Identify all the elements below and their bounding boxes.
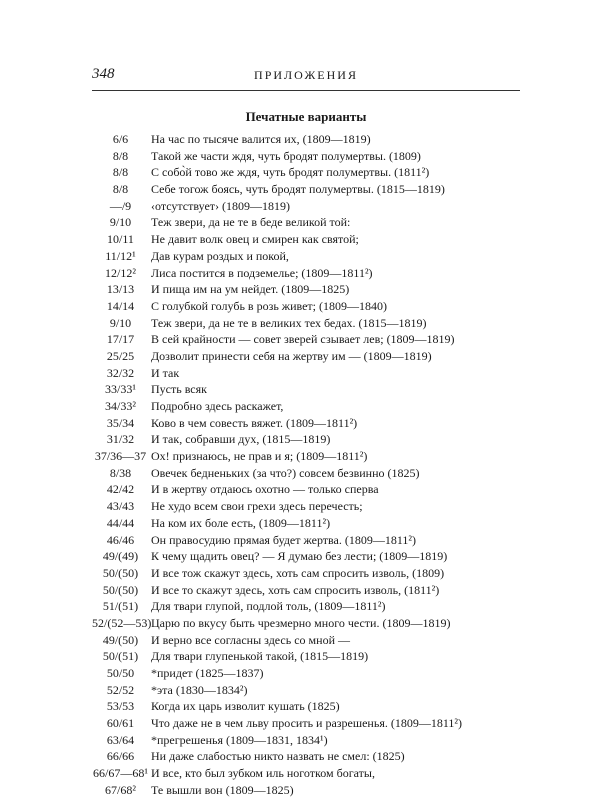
variant-row — [92, 532, 532, 549]
variant-row — [92, 131, 532, 148]
line-reference: 10/11 — [107, 232, 134, 247]
line-reference: 49/(49) — [102, 549, 139, 564]
variant-row — [92, 198, 532, 215]
variant-text: Не худо всем свои грехи здесь перечесть; — [151, 499, 363, 514]
variant-row — [92, 648, 532, 665]
line-reference: 34/33² — [105, 399, 136, 413]
variant-row — [92, 698, 532, 715]
line-reference: 49/(50) — [102, 632, 139, 647]
variant-row — [92, 164, 532, 181]
line-reference: 8/8 — [112, 182, 129, 197]
variant-text: *прегрешенья (1809—1831, 1834¹) — [151, 732, 328, 747]
variant-row — [92, 181, 532, 198]
variant-row — [92, 498, 532, 515]
variant-row — [92, 448, 532, 465]
page-header — [92, 64, 520, 88]
variant-text: И в жертву отдаюсь охотно — только сперва — [151, 482, 379, 497]
variant-text: И пища им на ум нейдет. (1809—1825) — [151, 282, 350, 297]
running-title: ПРИЛОЖЕНИЯ — [254, 68, 358, 82]
variant-text: Царю по вкусу быть чрезмерно много чести. (1809—1819) — [151, 615, 451, 630]
line-reference: 13/13 — [106, 282, 135, 297]
variant-row — [92, 548, 532, 565]
variant-row — [92, 732, 532, 749]
variant-text: Пусть всяк — [151, 382, 207, 397]
variant-text: Для твари глупенькой такой, (1815—1819) — [151, 649, 369, 664]
line-reference: 63/64 — [106, 732, 135, 747]
line-reference: 66/67—68¹ — [93, 766, 148, 781]
variant-text: Не давит волк овец и смирен как святой; — [151, 232, 359, 247]
variant-row — [92, 231, 532, 248]
variant-row — [92, 665, 532, 682]
variant-row — [92, 298, 532, 315]
line-reference: 52/52 — [106, 682, 135, 697]
variant-row — [92, 148, 532, 165]
variant-row — [92, 765, 532, 782]
line-reference: 50/(50) — [102, 565, 139, 580]
variant-text: Подробно здесь раскажет, — [151, 399, 284, 413]
line-reference: 6/6 — [112, 132, 129, 146]
variant-row — [92, 331, 532, 348]
variant-row — [92, 431, 532, 448]
variant-row — [92, 515, 532, 532]
variant-text: ‹отсутствует› (1809—1819) — [151, 198, 291, 213]
line-reference: 52/(52—53) — [92, 615, 152, 630]
header-rule — [92, 90, 520, 91]
line-reference: 17/17 — [106, 332, 135, 347]
line-reference: 32/32 — [106, 365, 135, 380]
variant-text: Такой же части ждя, чуть бродят полумертвы. (1809) — [151, 148, 421, 163]
line-reference: 9/10 — [109, 215, 132, 230]
section-title: Печатные варианты — [245, 109, 367, 124]
line-reference: 9/10 — [109, 315, 132, 330]
variant-text: *эта (1830—1834²) — [151, 682, 248, 697]
line-reference: 42/42 — [106, 482, 135, 497]
line-reference: 66/66 — [106, 749, 135, 764]
variant-text: И все тож скажут здесь, хоть сам спросить изволь, (1809) — [151, 565, 445, 580]
page-number: 348 — [92, 66, 115, 82]
variant-row — [92, 565, 532, 582]
variant-row — [92, 715, 532, 732]
line-reference: 12/12² — [105, 265, 136, 280]
variant-text: С голубкой голубь в розь живет; (1809—1840) — [151, 298, 388, 313]
line-reference: 67/68² — [105, 782, 136, 797]
variant-row — [92, 481, 532, 498]
variant-text: Он правосудию прямая будет жертва. (1809—1811²) — [151, 532, 417, 547]
variant-row — [92, 398, 532, 415]
variant-text: На ком их боле есть, (1809—1811²) — [151, 515, 331, 530]
variant-text: И так, собравши дух, (1815—1819) — [151, 432, 331, 447]
variant-text: Лиса постится в подземелье; (1809—1811²) — [151, 265, 373, 280]
line-reference: 37/36—37 — [94, 449, 147, 464]
variant-text: С собо̀й тово же ждя, чуть бродят полумертвы. (1811²) — [151, 165, 430, 180]
line-reference: 44/44 — [106, 515, 135, 530]
variant-row — [92, 615, 532, 632]
variant-text: Когда их царь изволит кушать (1825) — [151, 699, 340, 714]
line-reference: 50/(50) — [102, 582, 139, 597]
line-reference: 25/25 — [106, 348, 135, 363]
variant-row — [92, 415, 532, 432]
variant-text: И верно все согласны здесь со мной — — [151, 632, 350, 647]
line-reference: 46/46 — [106, 532, 135, 547]
line-reference: 31/32 — [106, 432, 135, 447]
variant-row — [92, 748, 532, 765]
variant-text: Дозволит принести себя на жертву им — (1809—1819) — [151, 348, 432, 363]
variant-row — [92, 682, 532, 699]
variant-text: На час по тысяче валится их, (1809—1819) — [151, 132, 371, 146]
line-reference: 53/53 — [106, 699, 135, 714]
variant-text: Те вышли вон (1809—1825) — [151, 782, 294, 797]
line-reference: 35/34 — [106, 415, 135, 430]
variant-text: К чему щадить овец? — Я думаю без лести; (1809—1819) — [151, 549, 448, 564]
variant-row — [92, 381, 532, 398]
line-reference: 11/12¹ — [105, 248, 136, 263]
variant-text: Ни даже слабостью никто назвать не смел: (1825) — [151, 749, 405, 764]
line-reference: —/9 — [109, 198, 132, 213]
line-reference: 33/33¹ — [105, 382, 136, 397]
variant-row — [92, 465, 532, 482]
variant-row — [92, 214, 532, 231]
variant-row — [92, 281, 532, 298]
line-reference: 60/61 — [106, 716, 135, 731]
line-reference: 8/8 — [112, 165, 129, 180]
variant-text: И все то скажут здесь, хоть сам спросить изволь, (1811²) — [151, 582, 440, 597]
variant-text: Овечек бедненьких (за что?) совсем безвинно (1825) — [151, 465, 420, 480]
line-reference: 8/38 — [109, 465, 132, 480]
variant-text: В сей крайности — совет зверей сзывает лев; (1809—1819) — [151, 332, 455, 347]
variant-text: Ох! признаюсь, не прав и я; (1809—1811²) — [151, 449, 368, 464]
variant-text: Себе тогож боясь, чуть бродят полумертвы. (1815—1819) — [151, 182, 445, 197]
variant-row — [92, 782, 532, 799]
variant-text: Теж звери, да не те в беде великой той: — [151, 215, 351, 230]
variant-text: И так — [151, 365, 180, 380]
variant-text: *придет (1825—1837) — [151, 666, 264, 680]
variant-row — [92, 315, 532, 332]
line-reference: 43/43 — [106, 499, 135, 514]
line-reference: 14/14 — [106, 298, 135, 313]
variant-text: И все, кто был зубком иль ноготком богаты, — [151, 766, 375, 781]
variant-row — [92, 265, 532, 282]
variant-row — [92, 365, 532, 382]
line-reference: 8/8 — [112, 148, 129, 163]
variant-text: Для твари глупой, подлой толь, (1809—1811²) — [151, 599, 386, 614]
variant-text: Теж звери, да не те в великих тех бедах. (1815—1819) — [151, 315, 427, 330]
variant-row — [92, 582, 532, 599]
line-reference: 50/50 — [106, 666, 135, 680]
variant-row — [92, 598, 532, 615]
variant-text: Что даже не в чем льву просить и разрешенья. (1809—1811²) — [151, 716, 462, 731]
variant-row — [92, 248, 532, 265]
variant-row — [92, 348, 532, 365]
variant-text: Дав курам роздых и покой, — [151, 248, 289, 263]
variant-row — [92, 632, 532, 649]
variants-list — [92, 131, 532, 799]
line-reference: 50/(51) — [102, 649, 139, 664]
variant-text: Ково в чем совесть вяжет. (1809—1811²) — [151, 415, 358, 430]
line-reference: 51/(51) — [102, 599, 139, 614]
